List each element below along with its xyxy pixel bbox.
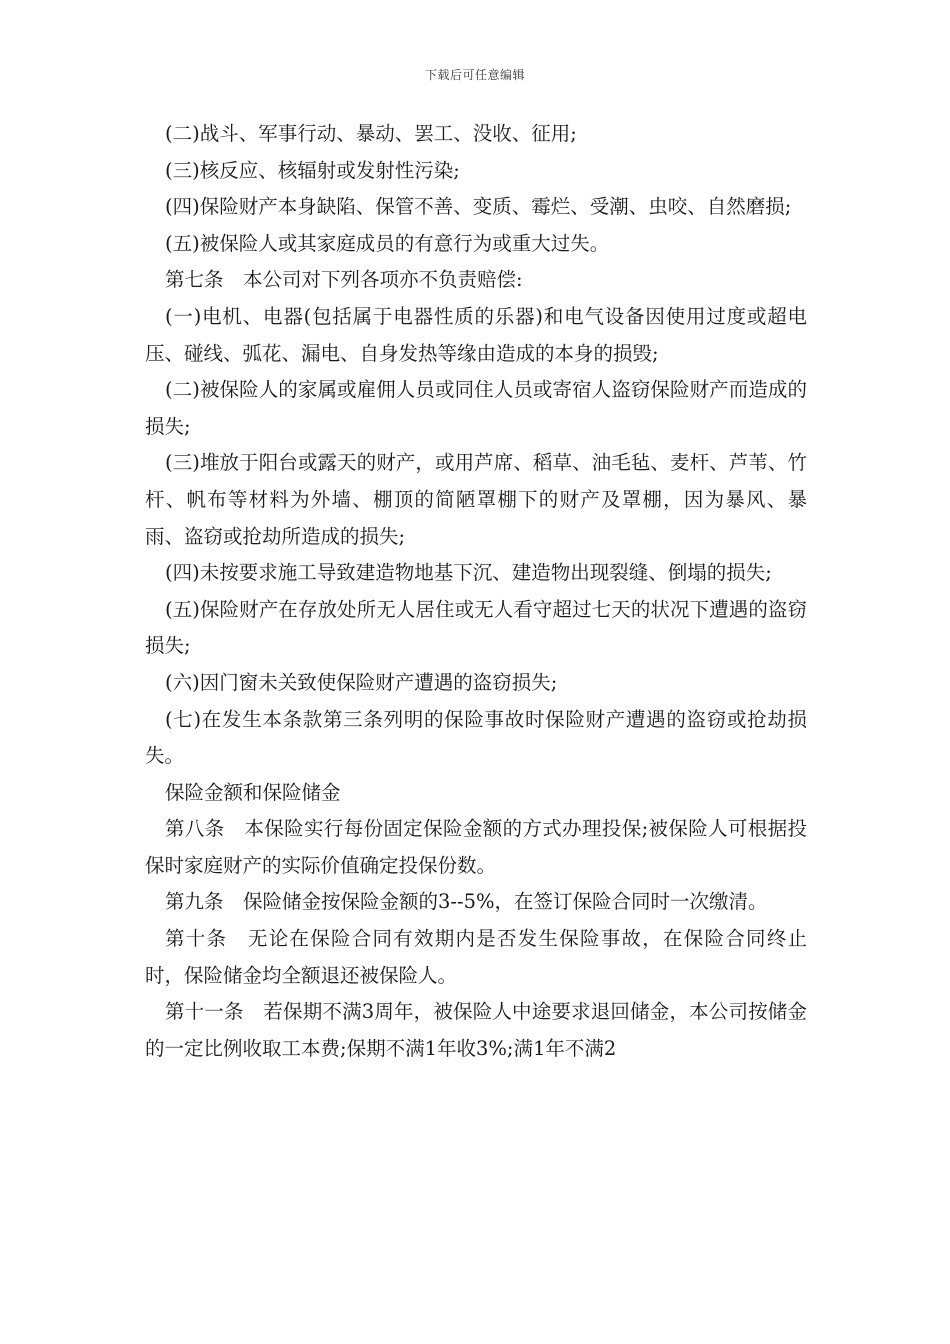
section-heading: 保险金额和保险储金 bbox=[165, 780, 341, 804]
article-7-item-4: (四)未按要求施工导致建造物地基下沉、建造物出现裂缝、倒塌的损失; bbox=[165, 561, 772, 585]
article-7-item-7: (七)在发生本条款第三条列明的保险事故时保险财产遭遇的盗窃或抢劫损失。 bbox=[145, 707, 807, 768]
clause-item-3: (三)核反应、核辐射或发射性污染; bbox=[165, 158, 460, 182]
page-header: 下载后可任意编辑 bbox=[424, 68, 525, 82]
article-7-item-2: (二)被保险人的家属或雇佣人员或同住人员或寄宿人盗窃保险财产而造成的损失; bbox=[145, 378, 807, 438]
article-7-item-3: (三)堆放于阳台或露天的财产，或用芦席、稻草、油毛毡、麦杆、芦苇、竹杆、帆布等材料为外墙、棚顶的简陋罩棚下的财产及罩棚，因为暴风、暴雨、盗窃或抢劫所造成的损失; bbox=[145, 451, 807, 548]
article-7-item-1: (一)电机、电器(包括属于电器性质的乐器)和电气设备因使用过度或超电压、碰线、弧花、漏电、自身发热等缘由造成的本身的损毁; bbox=[145, 304, 807, 365]
clause-item-4: (四)保险财产本身缺陷、保管不善、变质、霉烂、受潮、虫咬、自然磨损; bbox=[165, 195, 792, 219]
article-7-item-5: (五)保险财产在存放处所无人居住或无人看守超过七天的状况下遭遇的盗窃损失; bbox=[145, 597, 807, 658]
document-body bbox=[145, 116, 807, 1067]
article-10: 第十条 无论在保险合同有效期内是否发生保险事故，在保险合同终止时，保险储金均全额退还被保险人。 bbox=[145, 927, 807, 987]
article-7: 第七条 本公司对下列各项亦不负责赔偿: bbox=[165, 268, 523, 292]
article-9: 第九条 保险储金按保险金额的3--5%，在签订保险合同时一次缴清。 bbox=[165, 890, 768, 914]
article-11: 第十一条 若保期不满3周年，被保险人中途要求退回储金，本公司按储金的一定比例收取工本费;保期不满1年收3%;满1年不满2 bbox=[145, 1000, 807, 1060]
article-8: 第八条 本保险实行每份固定保险金额的方式办理投保;被保险人可根据投保时家庭财产的实际价值确定投保份数。 bbox=[145, 817, 807, 877]
article-7-item-6: (六)因门窗未关致使保险财产遭遇的盗窃损失; bbox=[165, 670, 558, 694]
clause-item-5: (五)被保险人或其家庭成员的有意行为或重大过失。 bbox=[165, 231, 610, 255]
clause-item-2: (二)战斗、军事行动、暴动、罢工、没收、征用; bbox=[165, 122, 577, 145]
